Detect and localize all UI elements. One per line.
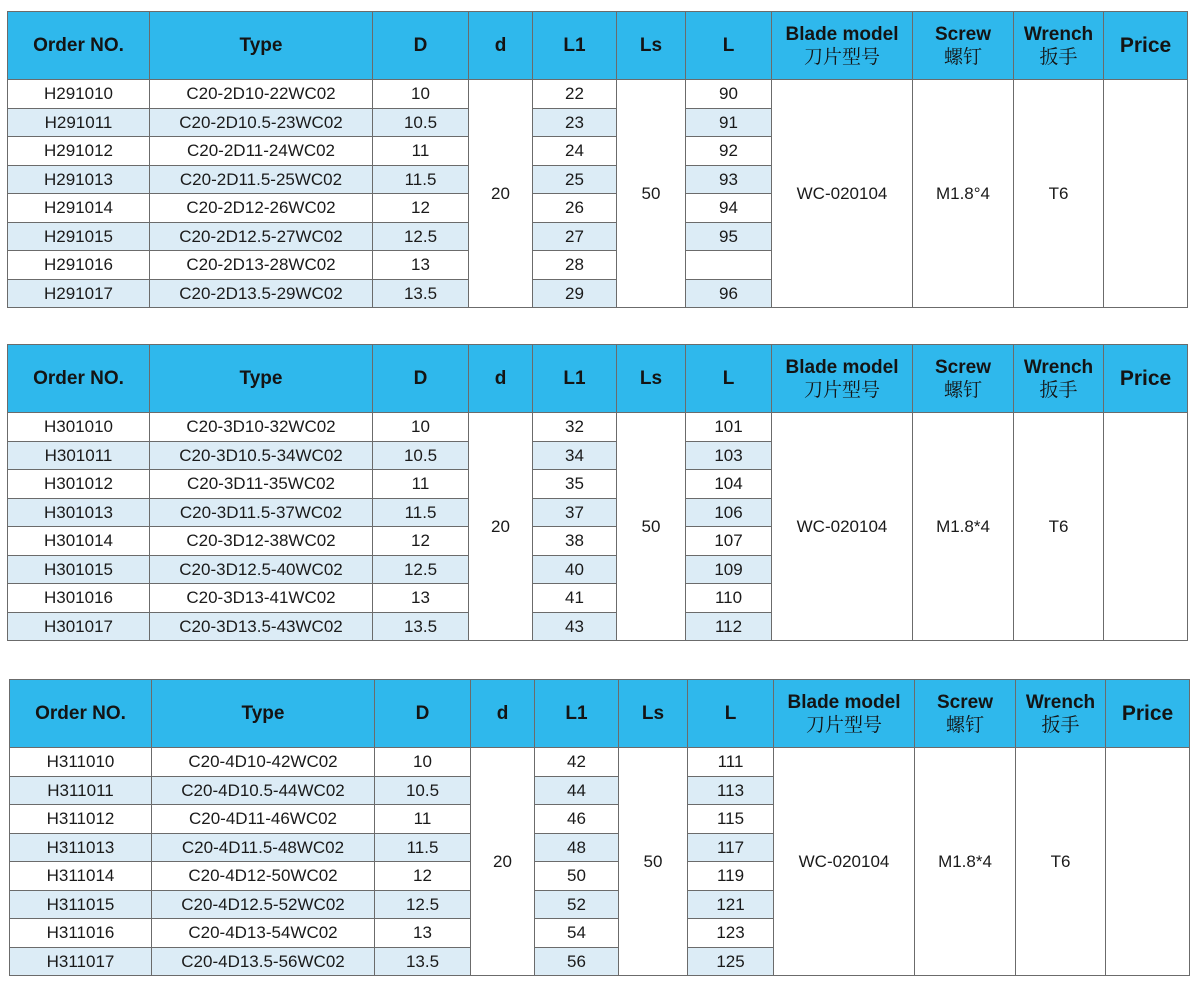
header-row: [10, 680, 1190, 748]
header-D: D: [373, 345, 469, 413]
header-order-no: Order NO.: [10, 680, 152, 748]
cell-price-merged: [1104, 80, 1188, 308]
cell-order-no: H291010: [8, 80, 150, 109]
header-L1: L1: [533, 12, 617, 80]
header-blade-model-zh: 刀片型号: [805, 714, 882, 736]
table-row: [8, 80, 1188, 109]
cell-D: 10.5: [375, 776, 471, 805]
cell-wrench-merged: T6: [1014, 413, 1104, 641]
cell-d-merged: 20: [471, 748, 535, 976]
cell-L1: 24: [533, 137, 617, 166]
cell-L: 121: [688, 890, 774, 919]
cell-order-no: H311014: [10, 862, 152, 891]
cell-type: C20-2D13-28WC02: [150, 251, 373, 280]
cell-order-no: H291017: [8, 279, 150, 308]
header-L1: L1: [535, 680, 619, 748]
cell-D: 12: [373, 527, 469, 556]
cell-D: 13: [375, 919, 471, 948]
cell-L: 94: [686, 194, 772, 223]
cell-D: 13.5: [373, 612, 469, 641]
cell-order-no: H311016: [10, 919, 152, 948]
cell-L1: 29: [533, 279, 617, 308]
header-blade-model-zh: 刀片型号: [803, 46, 880, 68]
cell-L: 107: [686, 527, 772, 556]
cell-screw-merged: M1.8*4: [913, 413, 1014, 641]
header-Ls: Ls: [617, 12, 686, 80]
cell-L: 103: [686, 441, 772, 470]
cell-order-no: H291012: [8, 137, 150, 166]
header-Ls: Ls: [617, 345, 686, 413]
cell-L1: 22: [533, 80, 617, 109]
cell-order-no: H311015: [10, 890, 152, 919]
cell-D: 11: [373, 470, 469, 499]
cell-type: C20-3D13.5-43WC02: [150, 612, 373, 641]
cell-L1: 28: [533, 251, 617, 280]
header-L: L: [686, 12, 772, 80]
cell-L1: 26: [533, 194, 617, 223]
cell-L: 106: [686, 498, 772, 527]
header-type: Type: [150, 12, 373, 80]
cell-L: 91: [686, 108, 772, 137]
cell-L1: 40: [533, 555, 617, 584]
header-wrench: [1014, 345, 1104, 413]
cell-type: C20-3D13-41WC02: [150, 584, 373, 613]
cell-order-no: H301015: [8, 555, 150, 584]
cell-D: 12.5: [373, 222, 469, 251]
cell-type: C20-3D12.5-40WC02: [150, 555, 373, 584]
cell-L1: 23: [533, 108, 617, 137]
cell-order-no: H311013: [10, 833, 152, 862]
header-d: d: [471, 680, 535, 748]
cell-order-no: H311012: [10, 805, 152, 834]
header-blade-model-zh: 刀片型号: [803, 379, 880, 401]
header-screw-en: Screw: [935, 23, 991, 45]
cell-order-no: H301012: [8, 470, 150, 499]
header-screw-en: Screw: [937, 691, 993, 713]
cell-D: 12.5: [373, 555, 469, 584]
header-blade-model: [772, 12, 913, 80]
cell-L: 110: [686, 584, 772, 613]
cell-Ls-merged: 50: [617, 413, 686, 641]
cell-L: 104: [686, 470, 772, 499]
cell-type: C20-3D10.5-34WC02: [150, 441, 373, 470]
cell-type: C20-4D13-54WC02: [152, 919, 375, 948]
cell-type: C20-4D11.5-48WC02: [152, 833, 375, 862]
table-body: [8, 80, 1188, 308]
header-screw: [915, 680, 1016, 748]
header-type: Type: [150, 345, 373, 413]
cell-D: 11: [375, 805, 471, 834]
header-blade-model: [774, 680, 915, 748]
header-wrench: [1014, 12, 1104, 80]
header-L: L: [688, 680, 774, 748]
cell-D: 10: [373, 413, 469, 442]
cell-D: 13.5: [375, 947, 471, 976]
cell-price-merged: [1104, 413, 1188, 641]
cell-order-no: H291014: [8, 194, 150, 223]
cell-order-no: H301014: [8, 527, 150, 556]
cell-L1: 41: [533, 584, 617, 613]
cell-L1: 54: [535, 919, 619, 948]
cell-L: 117: [688, 833, 774, 862]
cell-type: C20-4D13.5-56WC02: [152, 947, 375, 976]
cell-L1: 34: [533, 441, 617, 470]
cell-D: 10.5: [373, 108, 469, 137]
cell-L: 93: [686, 165, 772, 194]
cell-D: 13: [373, 251, 469, 280]
cell-L: 92: [686, 137, 772, 166]
header-screw: [913, 345, 1014, 413]
cell-D: 10.5: [373, 441, 469, 470]
cell-type: C20-3D12-38WC02: [150, 527, 373, 556]
cell-wrench-merged: T6: [1016, 748, 1106, 976]
cell-type: C20-3D10-32WC02: [150, 413, 373, 442]
cell-order-no: H301013: [8, 498, 150, 527]
cell-L1: 50: [535, 862, 619, 891]
cell-L: 119: [688, 862, 774, 891]
header-price: Price: [1106, 680, 1190, 748]
cell-L1: 46: [535, 805, 619, 834]
cell-D: 13.5: [373, 279, 469, 308]
cell-D: 11.5: [373, 165, 469, 194]
cell-screw-merged: M1.8°4: [913, 80, 1014, 308]
cell-L1: 52: [535, 890, 619, 919]
cell-order-no: H311010: [10, 748, 152, 777]
header-screw-zh: 螺钉: [943, 46, 982, 68]
cell-type: C20-4D12-50WC02: [152, 862, 375, 891]
cell-blade-model-merged: WC-020104: [772, 413, 913, 641]
cell-D: 12: [375, 862, 471, 891]
header-wrench-zh: 扳手: [1039, 46, 1078, 68]
header-wrench-en: Wrench: [1023, 356, 1094, 378]
cell-L1: 44: [535, 776, 619, 805]
cell-type: C20-3D11.5-37WC02: [150, 498, 373, 527]
header-L1: L1: [533, 345, 617, 413]
cell-L: 90: [686, 80, 772, 109]
cell-type: C20-4D12.5-52WC02: [152, 890, 375, 919]
cell-d-merged: 20: [469, 80, 533, 308]
header-order-no: Order NO.: [8, 12, 150, 80]
header-wrench-zh: 扳手: [1041, 714, 1080, 736]
header-wrench-en: Wrench: [1023, 23, 1094, 45]
spec-table-3: [9, 679, 1190, 976]
header-d: d: [469, 345, 533, 413]
cell-order-no: H311017: [10, 947, 152, 976]
cell-blade-model-merged: WC-020104: [772, 80, 913, 308]
header-d: d: [469, 12, 533, 80]
header-screw-zh: 螺钉: [945, 714, 984, 736]
cell-order-no: H291013: [8, 165, 150, 194]
cell-D: 10: [375, 748, 471, 777]
table-body: [8, 413, 1188, 641]
cell-D: 12: [373, 194, 469, 223]
cell-type: C20-2D13.5-29WC02: [150, 279, 373, 308]
header-L: L: [686, 345, 772, 413]
cell-D: 11.5: [373, 498, 469, 527]
cell-L1: 48: [535, 833, 619, 862]
cell-price-merged: [1106, 748, 1190, 976]
cell-order-no: H301011: [8, 441, 150, 470]
header-screw: [913, 12, 1014, 80]
cell-type: C20-2D12.5-27WC02: [150, 222, 373, 251]
header-order-no: Order NO.: [8, 345, 150, 413]
cell-D: 12.5: [375, 890, 471, 919]
header-Ls: Ls: [619, 680, 688, 748]
header-wrench: [1016, 680, 1106, 748]
cell-L: 113: [688, 776, 774, 805]
header-screw-en: Screw: [935, 356, 991, 378]
cell-order-no: H311011: [10, 776, 152, 805]
cell-d-merged: 20: [469, 413, 533, 641]
header-blade-model-en: Blade model: [785, 356, 899, 378]
spec-table-2: [7, 344, 1188, 641]
cell-L1: 25: [533, 165, 617, 194]
header-price: Price: [1104, 12, 1188, 80]
cell-L: 96: [686, 279, 772, 308]
header-blade-model-en: Blade model: [787, 691, 901, 713]
header-row: [8, 345, 1188, 413]
cell-blade-model-merged: WC-020104: [774, 748, 915, 976]
cell-D: 11: [373, 137, 469, 166]
cell-type: C20-2D11-24WC02: [150, 137, 373, 166]
cell-type: C20-2D12-26WC02: [150, 194, 373, 223]
cell-D: 11.5: [375, 833, 471, 862]
table-row: [10, 748, 1190, 777]
cell-order-no: H301017: [8, 612, 150, 641]
cell-type: C20-4D10.5-44WC02: [152, 776, 375, 805]
header-wrench-zh: 扳手: [1039, 379, 1078, 401]
cell-L1: 35: [533, 470, 617, 499]
header-type: Type: [152, 680, 375, 748]
cell-type: C20-2D10.5-23WC02: [150, 108, 373, 137]
cell-D: 10: [373, 80, 469, 109]
cell-L: 125: [688, 947, 774, 976]
cell-L1: 37: [533, 498, 617, 527]
cell-L1: 43: [533, 612, 617, 641]
cell-L1: 27: [533, 222, 617, 251]
header-screw-zh: 螺钉: [943, 379, 982, 401]
cell-Ls-merged: 50: [619, 748, 688, 976]
header-D: D: [375, 680, 471, 748]
cell-L1: 32: [533, 413, 617, 442]
cell-L: 111: [688, 748, 774, 777]
header-wrench-en: Wrench: [1025, 691, 1096, 713]
cell-type: C20-4D11-46WC02: [152, 805, 375, 834]
cell-L: 95: [686, 222, 772, 251]
header-blade-model: [772, 345, 913, 413]
header-row: [8, 12, 1188, 80]
cell-screw-merged: M1.8*4: [915, 748, 1016, 976]
cell-type: C20-2D10-22WC02: [150, 80, 373, 109]
cell-order-no: H301010: [8, 413, 150, 442]
cell-L: 101: [686, 413, 772, 442]
cell-L1: 38: [533, 527, 617, 556]
cell-D: 13: [373, 584, 469, 613]
cell-order-no: H291011: [8, 108, 150, 137]
cell-L1: 42: [535, 748, 619, 777]
spec-table-1: [7, 11, 1188, 308]
cell-L: 123: [688, 919, 774, 948]
cell-type: C20-4D10-42WC02: [152, 748, 375, 777]
header-D: D: [373, 12, 469, 80]
table-row: [8, 413, 1188, 442]
cell-order-no: H291016: [8, 251, 150, 280]
cell-type: C20-3D11-35WC02: [150, 470, 373, 499]
cell-L: 112: [686, 612, 772, 641]
cell-wrench-merged: T6: [1014, 80, 1104, 308]
header-price: Price: [1104, 345, 1188, 413]
cell-L: 109: [686, 555, 772, 584]
cell-order-no: H291015: [8, 222, 150, 251]
table-body: [10, 748, 1190, 976]
cell-type: C20-2D11.5-25WC02: [150, 165, 373, 194]
cell-L: [686, 251, 772, 280]
header-blade-model-en: Blade model: [785, 23, 899, 45]
cell-L: 115: [688, 805, 774, 834]
cell-order-no: H301016: [8, 584, 150, 613]
cell-Ls-merged: 50: [617, 80, 686, 308]
cell-L1: 56: [535, 947, 619, 976]
